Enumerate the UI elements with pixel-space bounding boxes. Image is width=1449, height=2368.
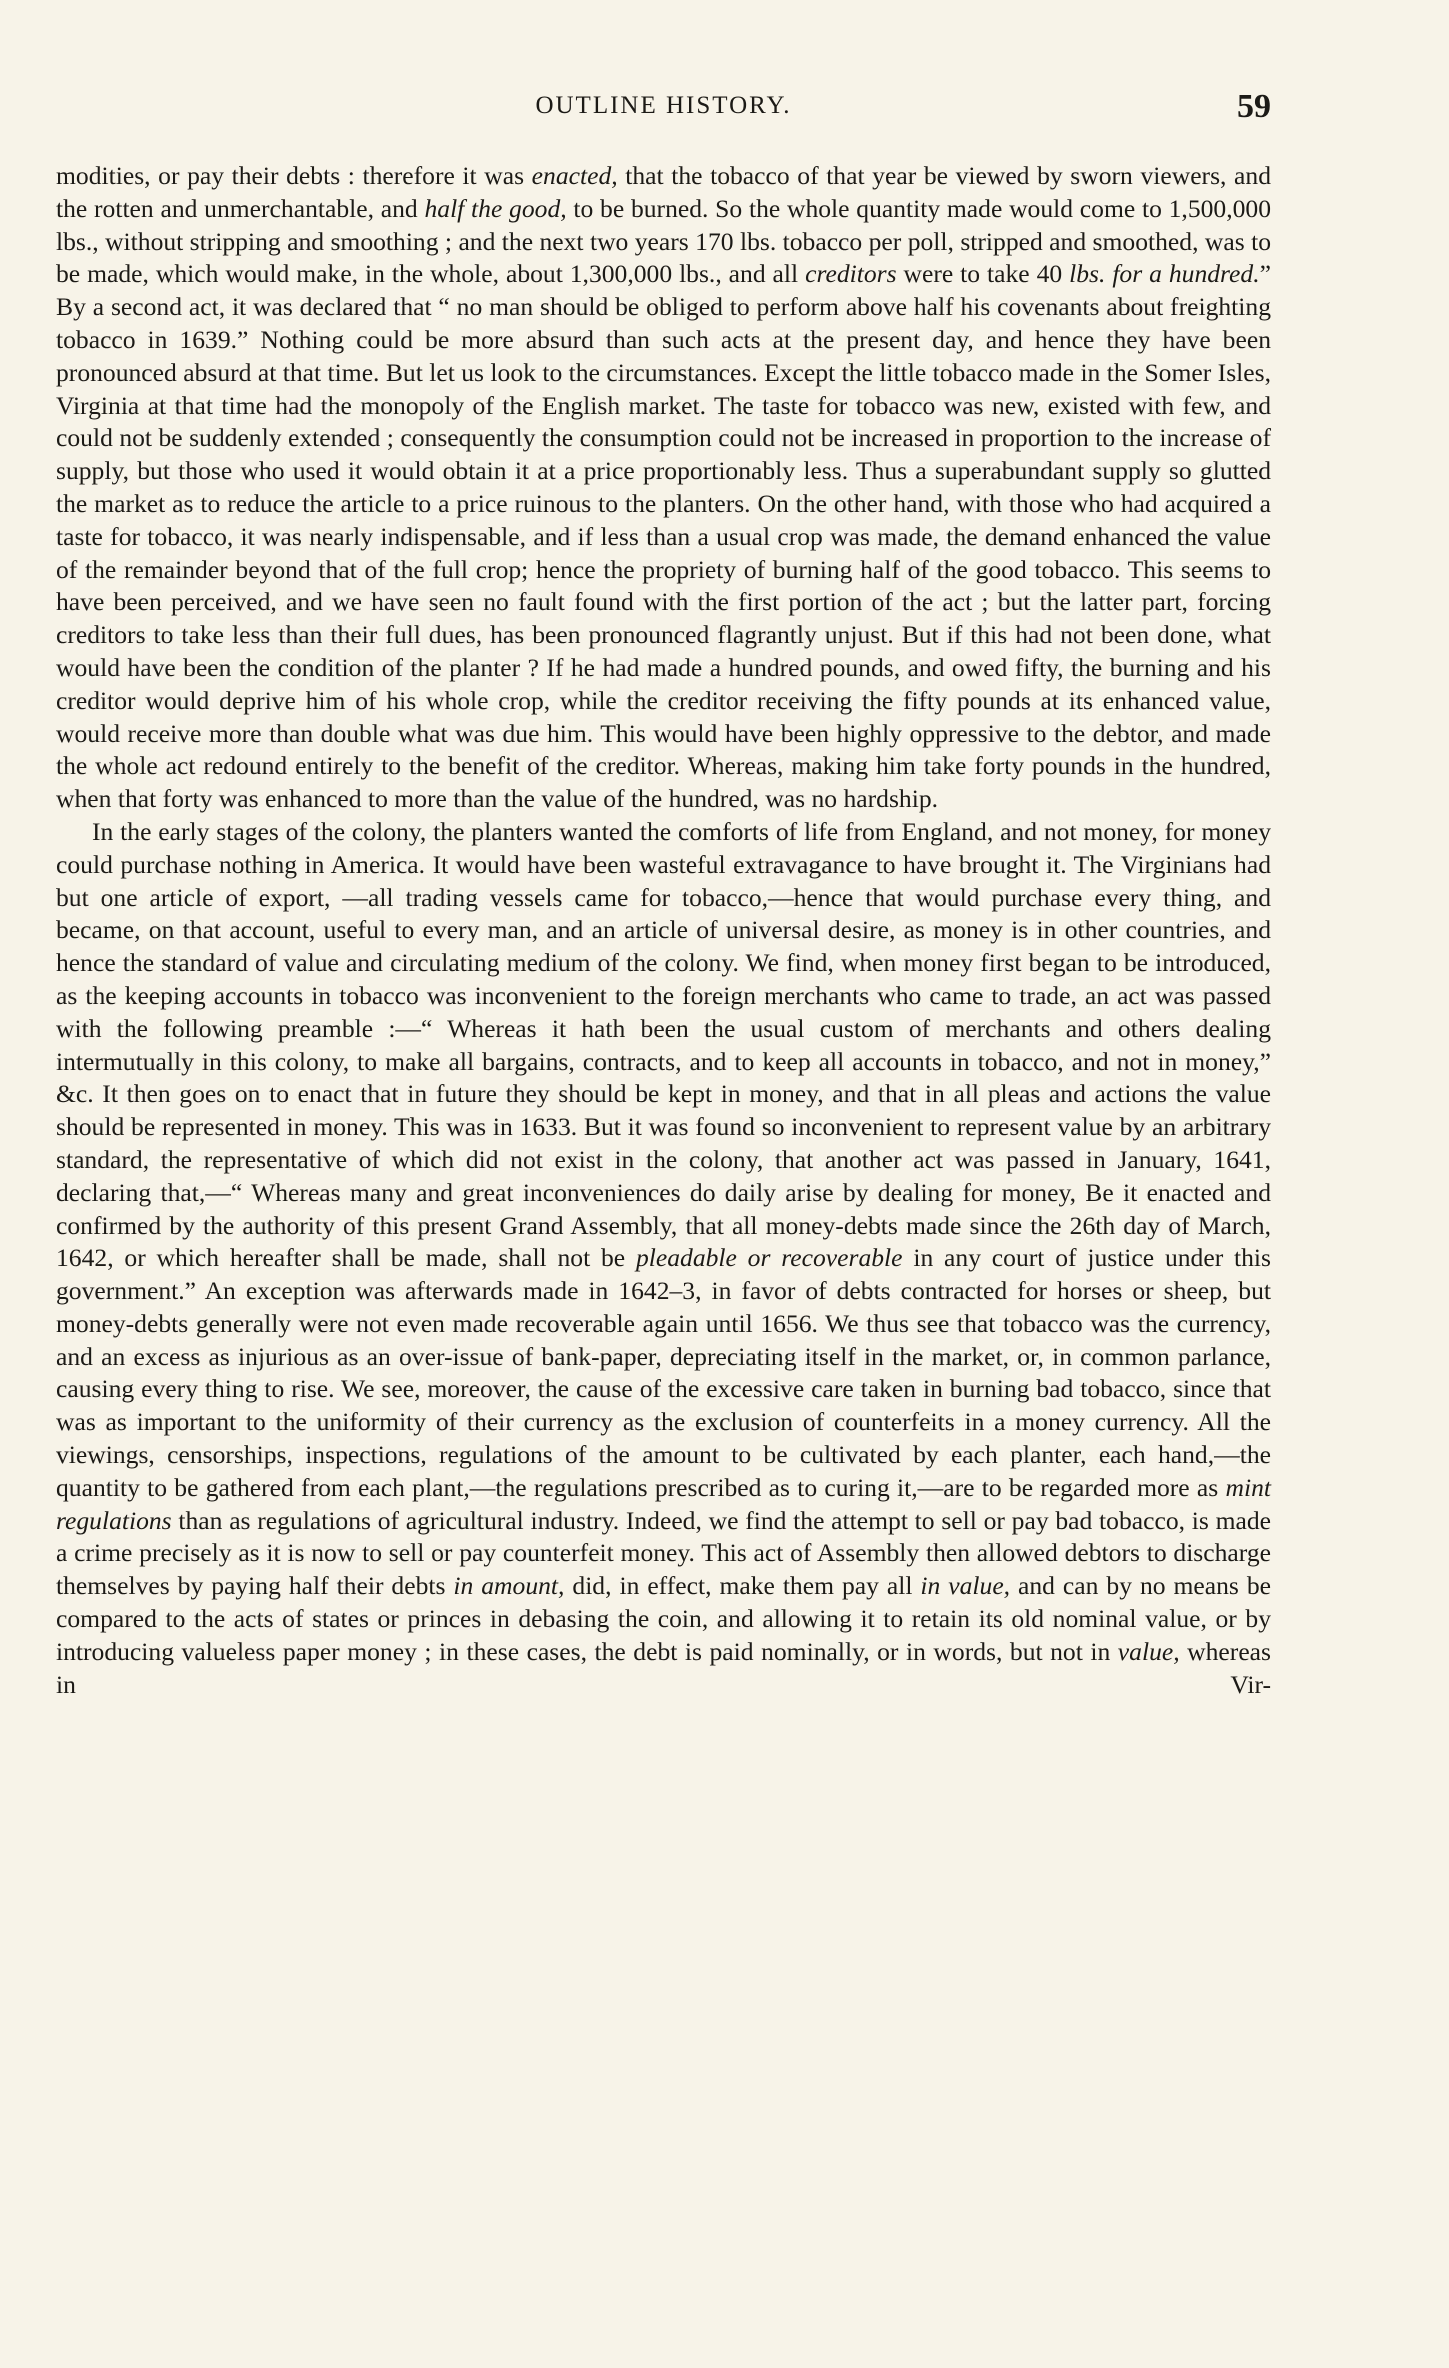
paragraph-currency	[56, 816, 1271, 1702]
text-run: and can by no means be compared to the acts of states or princes in debasing the coin, and allowing it to retain its old nominal value, or by introducing valueless paper money ; in these cases, the debt is paid nominally, or in words, but not in	[56, 1571, 1271, 1666]
text-run: than as regulations of agricultural industry. Indeed, we find the attempt to sell or pay bad tobacco, is made a crime precisely as it is now to sell or pay counterfeit money. This act of Assembly then allowed debtors to discharge themselves by paying half their debts	[56, 1505, 1271, 1601]
running-head: OUTLINE HISTORY.	[535, 92, 792, 119]
text-run: in any court of justice under this government.” An exception was afterwards made in 1642–3, in favor of debts contracted for horses or sheep, but money-debts generally were not even made recoverable again until 1656. We thus see that tobacco was the currency, and an excess as injurious as an over-issue of bank-paper, depreciating itself in the market, or, in common parlance, causing every thing to rise. We see, moreover, the cause of the excessive care taken in burning bad tobacco, since that was as important to the uniformity of their currency as the exclusion of counterfeits in a money currency. All the viewings, censorships, inspections, regulations of the amount to be cultivated by each planter, each hand,—the quantity to be gathered from each plant,—the regulations prescribed as to curing it,—are to be regarded more as	[56, 1243, 1272, 1502]
italic-text: in amount,	[453, 1571, 565, 1601]
page-number: 59	[1237, 88, 1271, 125]
body-text	[56, 160, 1271, 1701]
text-run: ” By a second act, it was declared that “ no man should be obliged to perform above half his covenants about freighting tobacco in 1639.” Nothing could be more absurd than such acts at the present day, and hence they have been pronounced absurd at that time. But let us look to the circumstances. Except the little tobacco made in the Somer Isles, Virginia at that time had the monopoly of the English market. The taste for tobacco was new, existed with few, and could not be suddenly extended ; consequently the consumption could not be increased in proportion to the increase of supply, but those who used it would obtain it at a price proportionably less. Thus a superabundant supply so glutted the market as to reduce the article to a price ruinous to the planters. On the other hand, with those who had acquired a taste for tobacco, it was nearly indispensable, and if less than a usual crop was made, the demand enhanced the value of the remainder beyond that of the full crop; hence the propriety of burning half of the good tobacco. This seems to have been perceived, and we have seen no fault found with the first portion of the act ; but the latter part, forcing creditors to take less than their full dues, has been pronounced flagrantly unjust. But if this had not been done, what would have been the condition of the planter ? If he had made a hundred pounds, and owed fifty, the burning and his creditor would deprive him of his whole crop, while the creditor receiving the fifty pounds at its enhanced value, would receive more than double what was due him. This would have been highly oppressive to the debtor, and made the whole act redound entirely to the benefit of the creditor. Whereas, making him take forty pounds in the hundred, when that forty was enhanced to more than the value of the hundred, was no hardship.	[56, 259, 1271, 814]
paragraph-tobacco-acts	[56, 160, 1271, 816]
italic-text: lbs. for a hundred.	[1069, 259, 1260, 289]
text-run: were to take 40	[896, 259, 1070, 289]
text-run: to be burned. So the whole quantity made would come to 1,500,000 lbs., without stripping and smoothing ; and the next two years 170 lbs. tobacco per poll, stripped and smoothed, was to be made, which would make, in the whole, about 1,300,000 lbs., and all	[56, 193, 1272, 289]
text-run: that the tobacco of that year be viewed by sworn viewers, and the rotten and unmerchantable, and	[56, 161, 1271, 223]
text-run: modities, or pay their debts : therefore it was	[56, 161, 532, 190]
italic-text: half the good,	[424, 193, 567, 223]
italic-text: in value,	[920, 1571, 1011, 1601]
italic-text: pleadable or recoverable	[635, 1243, 903, 1273]
italic-text: mint regulations	[56, 1472, 1271, 1535]
italic-text: creditors	[805, 259, 897, 289]
text-run: whereas in Vir-	[56, 1636, 1271, 1699]
italic-text: enacted,	[531, 161, 618, 190]
text-run: In the early stages of the colony, the planters wanted the comforts of life from England, and not money, for money could purchase nothing in America. It would have been wasteful extravagance to have brought it. The Virginians had but one article of export, —all trading vessels came for tobacco,—hence that would purchase every thing, and became, on that account, useful to every man, and an article of universal desire, as money is in other countries, and hence the standard of value and circulating medium of the colony. We find, when money first began to be introduced, as the keeping accounts in tobacco was inconvenient to the foreign merchants who came to trade, an act was passed with the following preamble :—“ Whereas it hath been the usual custom of merchants and others dealing intermutually in this colony, to make all bargains, contracts, and to keep all accounts in tobacco, and not in money,” &c. It then goes on to enact that in future they should be kept in money, and that in all pleas and actions the value should be represented in money. This was in 1633. But it was found so inconvenient to represent value by an arbitrary standard, the representative of which did not exist in the colony, that another act was passed in January, 1641, declaring that,—“ Whereas many and great inconveniences do daily arise by dealing for money, Be it enacted and confirmed by the authority of this present Grand Assembly, that all money-debts made since the 26th day of March, 1642, or which hereafter shall be made, shall not be	[56, 816, 1271, 1273]
page-header	[56, 88, 1271, 128]
text-run: did, in effect, make them pay all	[564, 1571, 921, 1601]
italic-text: value,	[1117, 1636, 1180, 1666]
